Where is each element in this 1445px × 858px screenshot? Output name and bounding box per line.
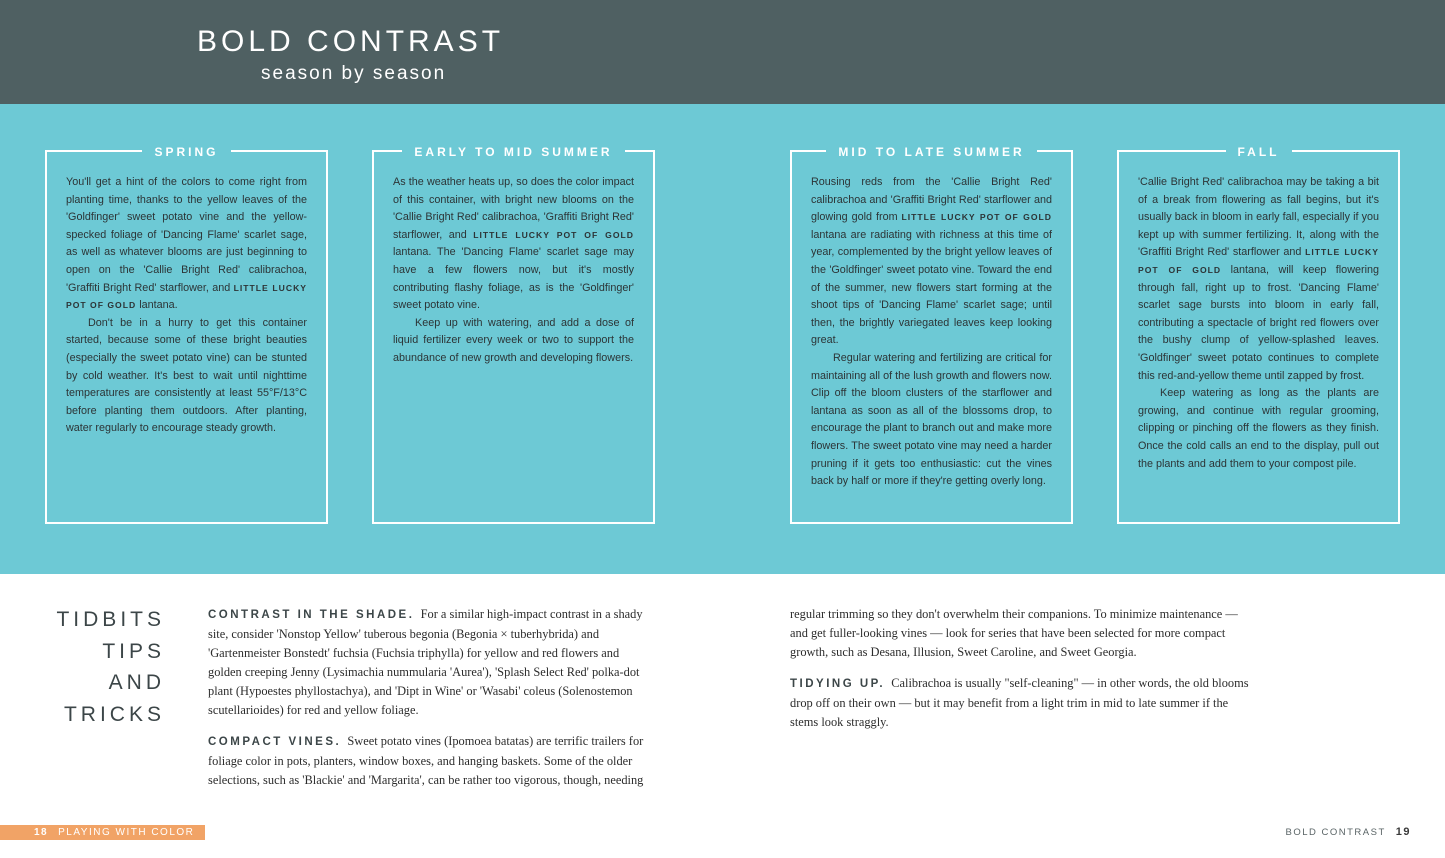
footer-left — [0, 825, 205, 840]
page-number: 19 — [1395, 826, 1411, 838]
season-label: MID TO LATE SUMMER — [826, 145, 1036, 159]
paragraph-text: 'Callie Bright Red' calibrachoa may be taking a bit of a break from flowering as fall begins, but it's usually back in bloom in early fall, especially if you kept up with summer fertilizing. It, along with the 'Graffiti Bright Red' starflower and — [1138, 176, 1379, 259]
section-name: PLAYING WITH COLOR — [58, 827, 195, 838]
tip-lead: CONTRAST IN THE SHADE. — [208, 609, 415, 621]
page-header — [0, 0, 1445, 104]
tip-text: For a similar high-impact contrast in a shady site, consider 'Nonstop Yellow' tuberous begonia (Begonia × tuberhybrida) and 'Gartenmeister Bonstedt' fuchsia (Fuchsia triphylla) for yellow and red flowers and golden creeping Jenny (Lysimachia nummularia 'Aurea'), 'Splash Select Red' polka-dot plant (Hypoestes phyllostachya), and 'Dipt in Wine' or 'Wasabi' coleus (Solenostemon scutellarioides) for red and yellow foliage. — [208, 607, 643, 717]
tip-lead: COMPACT VINES. — [208, 736, 342, 748]
tidbits-heading-line: TIDBITS — [56, 608, 165, 631]
plant-name: LITTLE LUCKY POT OF GOLD — [1138, 247, 1380, 275]
season-text — [1138, 174, 1379, 473]
paragraph-text: Don't be in a hurry to get this container started, because some of these bright beauties (especially the sweet potato vine) can be stunted by cold weather. It's best to wait until nighttime temperatures are consistently at least 55°F/13°C before planting them outdoors. After planting, water regularly to encourage steady growth. — [66, 316, 307, 435]
tidbits-column-right — [790, 605, 1250, 744]
tidbits-heading-line: TRICKS — [63, 702, 165, 726]
section-name: BOLD CONTRAST — [1285, 827, 1386, 838]
tidbits-heading-line: TIPS — [102, 639, 165, 663]
season-box-early-summer — [372, 145, 655, 524]
tip-text: regular trimming so they don't overwhelm their companions. To minimize maintenance — and get fuller-looking vines — look for series that have been selected for more compact growth, such as Desana, Illusion, Sweet Caroline, and Sweet Georgia. — [790, 607, 1238, 659]
paragraph-text: lantana are radiating with richness at this time of year, complemented by the bright yellow leaves of the 'Goldfinger' sweet potato vine. Toward the end of the summer, new flowers start forming at the shoot tips of 'Dancing Flame' scarlet sage; until then, the brightly variegated leaves keep looking great. — [811, 228, 1052, 347]
season-box-late-summer — [790, 145, 1073, 524]
paragraph-text: lantana. The 'Dancing Flame' scarlet sage may have a few flowers now, but it's mostly contributing flashy foliage, as is the 'Goldfinger' sweet potato vine. — [393, 246, 634, 312]
season-label: FALL — [1226, 145, 1292, 159]
tidbits-column-left — [208, 605, 653, 802]
paragraph-text: lantana. — [136, 299, 178, 312]
plant-name: LITTLE LUCKY POT OF GOLD — [66, 282, 308, 311]
footer-right — [1285, 826, 1411, 838]
tidbits-heading-line: AND — [108, 671, 165, 694]
season-text — [393, 174, 634, 368]
paragraph-text: Regular watering and fertilizing are critical for maintaining all of the lush growth and flowers now. Clip off the bloom clusters of the starflower and lantana as soon as all of the blossoms drop, to encourage the plant to branch out and make more flowers. The sweet potato vine may need a harder pruning if it gets too enthusiastic: cut the vines back by half or more if they're getting overly long. — [811, 351, 1052, 488]
season-label: EARLY TO MID SUMMER — [402, 145, 624, 159]
season-text — [66, 174, 307, 438]
page-number: 18 — [34, 827, 49, 838]
tip-text: Calibrachoa is usually "self-cleaning" — in other words, the old blooms drop off on their own — but it may benefit from a light trim in mid to late summer if the stems look straggly. — [790, 676, 1249, 729]
tip-vines — [208, 732, 653, 790]
season-label: SPRING — [142, 145, 230, 159]
plant-name: LITTLE LUCKY POT OF GOLD — [473, 229, 634, 240]
page-title: BOLD CONTRAST — [197, 25, 505, 58]
paragraph-text: Keep watering as long as the plants are growing, and continue with regular grooming, clipping or pinching off the flowers as they finish. Once the cold calls an end to the display, pull out the plants and add them to your compost pile. — [1138, 387, 1379, 470]
season-text — [811, 174, 1052, 491]
tip-text: Sweet potato vines (Ipomoea batatas) are terrific trailers for foliage color in pots, planters, window boxes, and hanging baskets. Some of the older selections, such as 'Blackie' and 'Margarita', can be rather too vigorous, though, needing — [208, 734, 644, 787]
paragraph-text: You'll get a hint of the colors to come right from planting time, thanks to the yellow leaves of the 'Goldfinger' sweet potato vine and the yellow-specked foliage of 'Dancing Flame' scarlet sage, as well as whatever blooms are just beginning to open on the 'Callie Bright Red' calibrachoa, 'Graffiti Bright Red' starflower, and — [66, 176, 307, 294]
paragraph-text: lantana, will keep flowering through fall, right up to frost. 'Dancing Flame' scarlet sage bursts into bloom in early fall, contributing a spectacle of bright red flowers over the bushy clump of yellow-splashed leaves. 'Goldfinger' sweet potato continues to complete this red-and-yellow theme until zapped by frost. — [1138, 263, 1379, 382]
tip-tidying — [790, 674, 1250, 732]
paragraph-text: Rousing reds from the 'Callie Bright Red' calibrachoa and 'Graffiti Bright Red' starflower and glowing gold from — [811, 176, 1052, 224]
tip-lead: TIDYING UP. — [790, 678, 886, 690]
paragraph-text: As the weather heats up, so does the color impact of this container, with bright new blooms on the 'Callie Bright Red' calibrachoa, 'Graffiti Bright Red' starflower, and — [393, 176, 634, 241]
plant-name: LITTLE LUCKY POT OF GOLD — [901, 212, 1052, 223]
tidbits-heading — [40, 604, 165, 730]
page-subtitle: season by season — [261, 63, 447, 84]
paragraph-text: Keep up with watering, and add a dose of liquid fertilizer every week or two to support the abundance of new growth and developing flowers. — [393, 316, 634, 364]
season-box-fall — [1117, 145, 1400, 524]
tip-shade — [208, 605, 653, 720]
season-box-spring — [45, 145, 328, 524]
